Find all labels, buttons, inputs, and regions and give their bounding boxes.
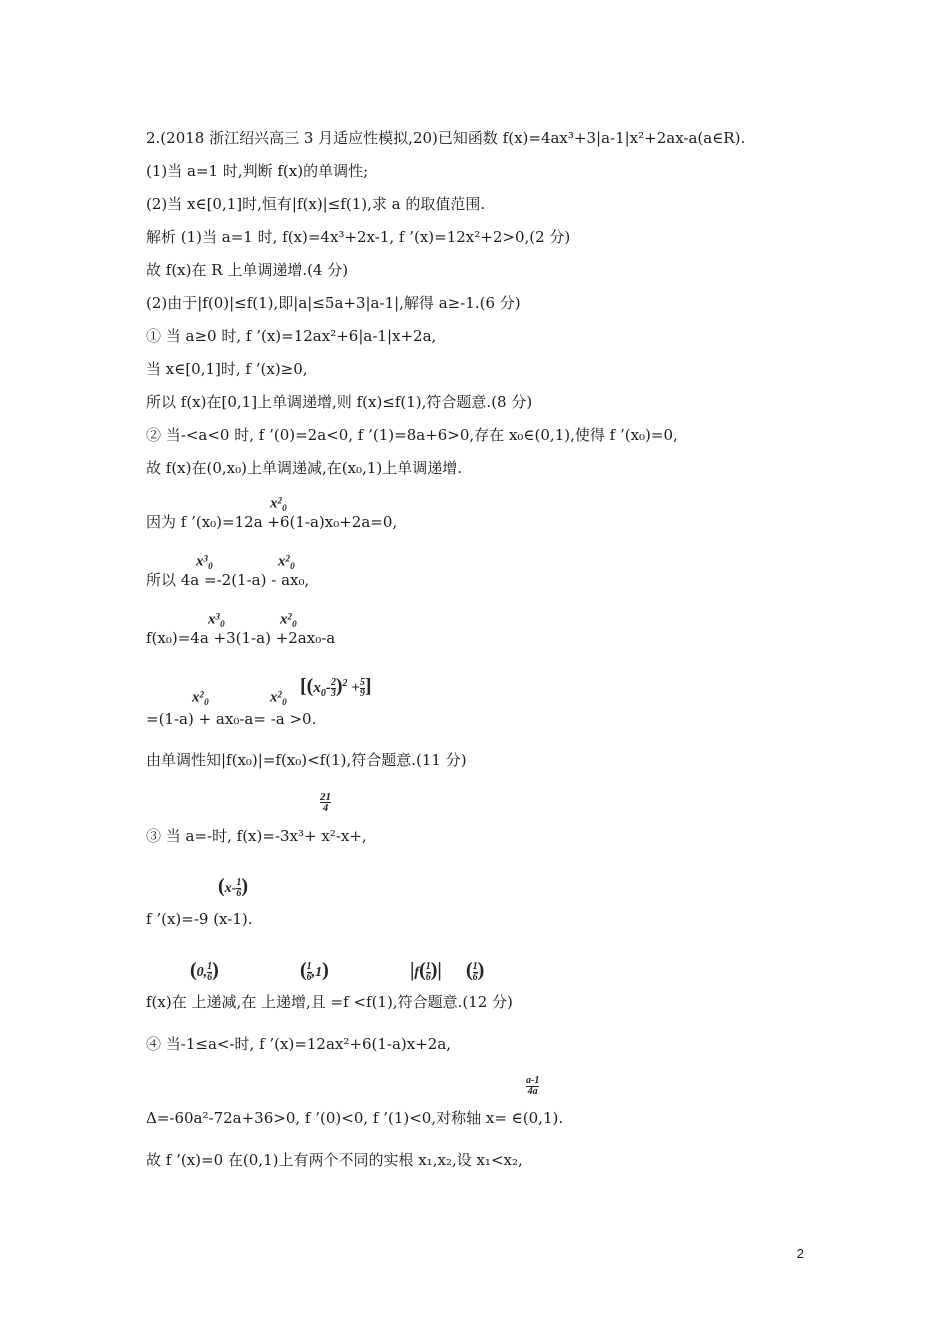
question-part-1: (1)当 a=1 时,判断 f(x)的单调性; bbox=[146, 162, 369, 180]
formula-bracket-expression: [($x_0-$ $\frac{2}{3}$ )$^2$ + $\frac{5}{9}$ ] bbox=[300, 675, 372, 700]
solution-line-15: f ’(x)=-9 (x-1). bbox=[146, 910, 253, 928]
formula-fraction-a-minus-1-over-4a: $\frac{a-1}{4a}$ bbox=[526, 1075, 540, 1097]
solution-line-17: ④ 当-1≤a<-时, f ’(x)=12ax²+6(1-a)x+2a, bbox=[146, 1035, 452, 1053]
solution-line-12: =(1-a) + ax₀-a= -a >0. bbox=[146, 710, 317, 728]
solution-line-8: 故 f(x)在(0,x₀)上单调递减,在(x₀,1)上单调递增. bbox=[146, 459, 462, 477]
problem-statement: 2.(2018 浙江绍兴高三 3 月适应性模拟,20)已知函数 f(x)=4ax³+3|a-1|x²+2ax-a(a∈R). bbox=[146, 129, 746, 147]
solution-line-5: 当 x∈[0,1]时, f ’(x)≥0, bbox=[146, 360, 308, 378]
solution-line-6: 所以 f(x)在[0,1]上单调递增,则 f(x)≤f(1),符合题意.(8 分) bbox=[146, 393, 533, 411]
solution-line-1: 解析 (1)当 a=1 时, f(x)=4x³+2x-1, f ’(x)=12x²+2>0,(2 分) bbox=[146, 228, 571, 246]
formula-x-minus-one-sixth: (x- $\frac{1}{6}$ ) bbox=[218, 875, 249, 900]
formula-x0-cubed: $x^3_0$ bbox=[208, 611, 225, 629]
solution-line-13: 由单调性知|f(x₀)|=f(x₀)<f(1),符合题意.(11 分) bbox=[146, 751, 467, 769]
solution-line-11: f(x₀)=4a +3(1-a) +2ax₀-a bbox=[146, 629, 336, 647]
formula-x0-squared: $x^2_0$ bbox=[278, 553, 295, 571]
formula-x0-squared: $x^2_0$ bbox=[280, 611, 297, 629]
formula-interval-one-sixth-1: ( $\frac{1}{6}$ ,1) bbox=[300, 959, 329, 984]
formula-x0-squared: $x^2_0$ bbox=[192, 689, 209, 707]
formula-abs-f-one-sixth: |f( $\frac{1}{6}$ )| bbox=[410, 959, 442, 984]
solution-line-9: 因为 f ’(x₀)=12a +6(1-a)x₀+2a=0, bbox=[146, 513, 398, 531]
solution-line-19: 故 f ’(x)=0 在(0,1)上有两个不同的实根 x₁,x₂,设 x₁<x₂, bbox=[146, 1151, 523, 1169]
formula-x0-squared: $x^2_0$ bbox=[270, 495, 287, 513]
formula-x0-squared: $x^2_0$ bbox=[270, 689, 287, 707]
question-part-2: (2)当 x∈[0,1]时,恒有|f(x)|≤f(1),求 a 的取值范围. bbox=[146, 195, 486, 213]
formula-fraction-21-4: $\frac{21}{4}$ bbox=[320, 791, 331, 814]
solution-line-14: ③ 当 a=-时, f(x)=-3x³+ x²-x+, bbox=[146, 827, 367, 845]
formula-interval-0-one-sixth: (0, $\frac{1}{6}$ ) bbox=[190, 959, 219, 984]
solution-line-18: Δ=-60a²-72a+36>0, f ’(0)<0, f ’(1)<0,对称轴 x= ∈(0,1). bbox=[146, 1109, 564, 1127]
solution-line-2: 故 f(x)在 R 上单调递增.(4 分) bbox=[146, 261, 349, 279]
solution-line-10: 所以 4a =-2(1-a) - ax₀, bbox=[146, 571, 310, 589]
page-number: 2 bbox=[796, 1246, 804, 1261]
formula-x0-cubed: $x^3_0$ bbox=[196, 553, 213, 571]
solution-line-7: ② 当-<a<0 时, f ’(0)=2a<0, f ’(1)=8a+6>0,存在 x₀∈(0,1),使得 f ’(x₀)=0, bbox=[146, 426, 678, 444]
solution-line-3: (2)由于|f(0)|≤f(1),即|a|≤5a+3|a-1|,解得 a≥-1.(6 分) bbox=[146, 294, 521, 312]
solution-line-16: f(x)在 上递减,在 上递增,且 =f <f(1),符合题意.(12 分) bbox=[146, 993, 513, 1011]
formula-paren-one-sixth: ( $\frac{1}{6}$ ) bbox=[466, 959, 485, 984]
solution-line-4: ① 当 a≥0 时, f ’(x)=12ax²+6|a-1|x+2a, bbox=[146, 327, 437, 345]
